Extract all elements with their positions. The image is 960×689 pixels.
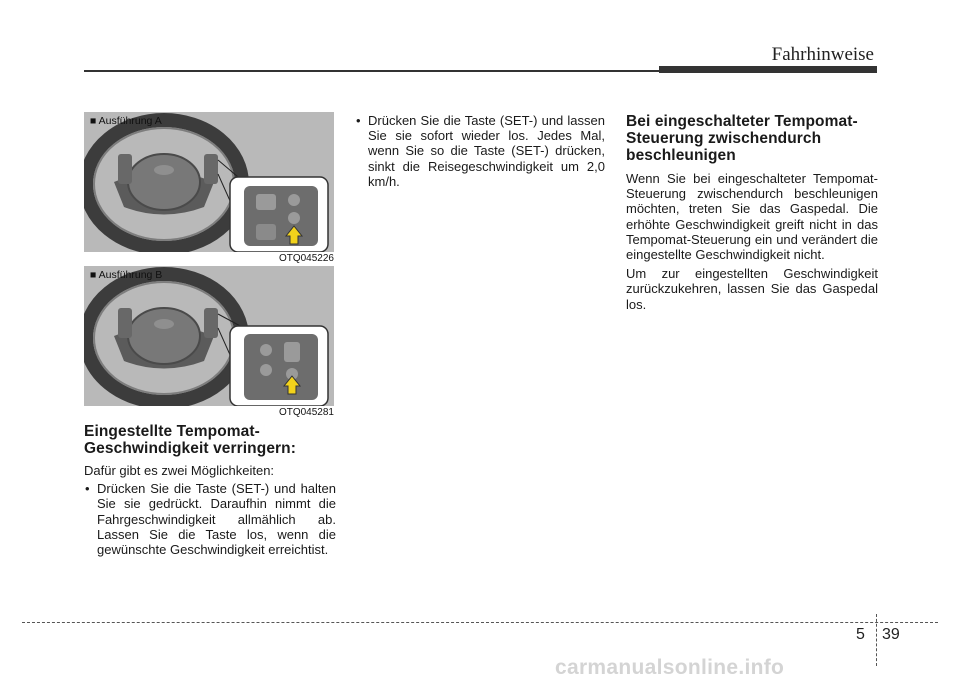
section-accelerate-heading-line2: Steuerung zwischendurch (626, 130, 822, 147)
section-decrease (84, 423, 336, 557)
steering-wheel-figure-b (84, 266, 334, 406)
section-decrease-bullet-2: • Drücken Sie die Taste (SET-) und lassen Sie sie sofort wieder los. Jedes Mal, wenn Sie so die Taste (SET-) drücken, sinkt die Reisegeschwindigkeit um 2,0 km/h. (355, 113, 605, 189)
section-accelerate-heading-line3: beschleunigen (626, 147, 736, 164)
section-accelerate-paragraph-1: Wenn Sie bei eingeschalteter Tempomat-Steuerung zwischendurch beschleunigen möchten, treten Sie das Gaspedal. Die erhöhte Geschwindigkeit greift nicht in das Tempomat-Steuerung ein und verändert die eingestellte Geschwindigkeit nicht. (626, 171, 878, 263)
section-accelerate-paragraph-2: Um zur eingestellten Geschwindigkeit zurückzukehren, lassen Sie das Gaspedal los. (626, 266, 878, 312)
page-number: 39 (882, 626, 900, 643)
steering-wheel-figure-a (84, 112, 334, 252)
header-bar (659, 66, 877, 73)
header-rule (84, 70, 659, 72)
figure-a-code: OTQ045226 (278, 253, 334, 264)
section-accelerate-heading-line1: Bei eingeschalteter Tempomat- (626, 113, 858, 130)
section-decrease-heading-line1: Eingestellte Tempomat- (84, 423, 260, 440)
section-decrease-bullet-1: • Drücken Sie die Taste (SET-) und halten Sie sie gedrückt. Daraufhin nimmt die Fahrgeschwindigkeit allmählich ab. Lassen Sie die Taste los, wenn die gewünschte Geschwindigkeit erreichtist. (84, 481, 336, 557)
section-decrease-heading-line2: Geschwindigkeit verringern: (84, 440, 297, 457)
footer-dashed-divider (876, 614, 877, 666)
footer-dashed-rule (22, 622, 938, 623)
section-decrease-continued (355, 113, 605, 189)
section-decrease-intro: Dafür gibt es zwei Möglichkeiten: (84, 463, 275, 478)
steering-wheel-illustration-a (84, 112, 334, 252)
section-accelerate (626, 113, 878, 312)
watermark: carmanualsonline.info (555, 656, 785, 679)
steering-wheel-illustration-b (84, 266, 334, 406)
chapter-number: 5 (856, 626, 865, 643)
page-header-title: Fahrhinweise (771, 44, 874, 65)
figure-b-code: OTQ045281 (278, 407, 334, 418)
figure-a-label: ■ Ausführung A (90, 115, 162, 127)
figure-b-label: ■ Ausführung B (90, 269, 163, 281)
